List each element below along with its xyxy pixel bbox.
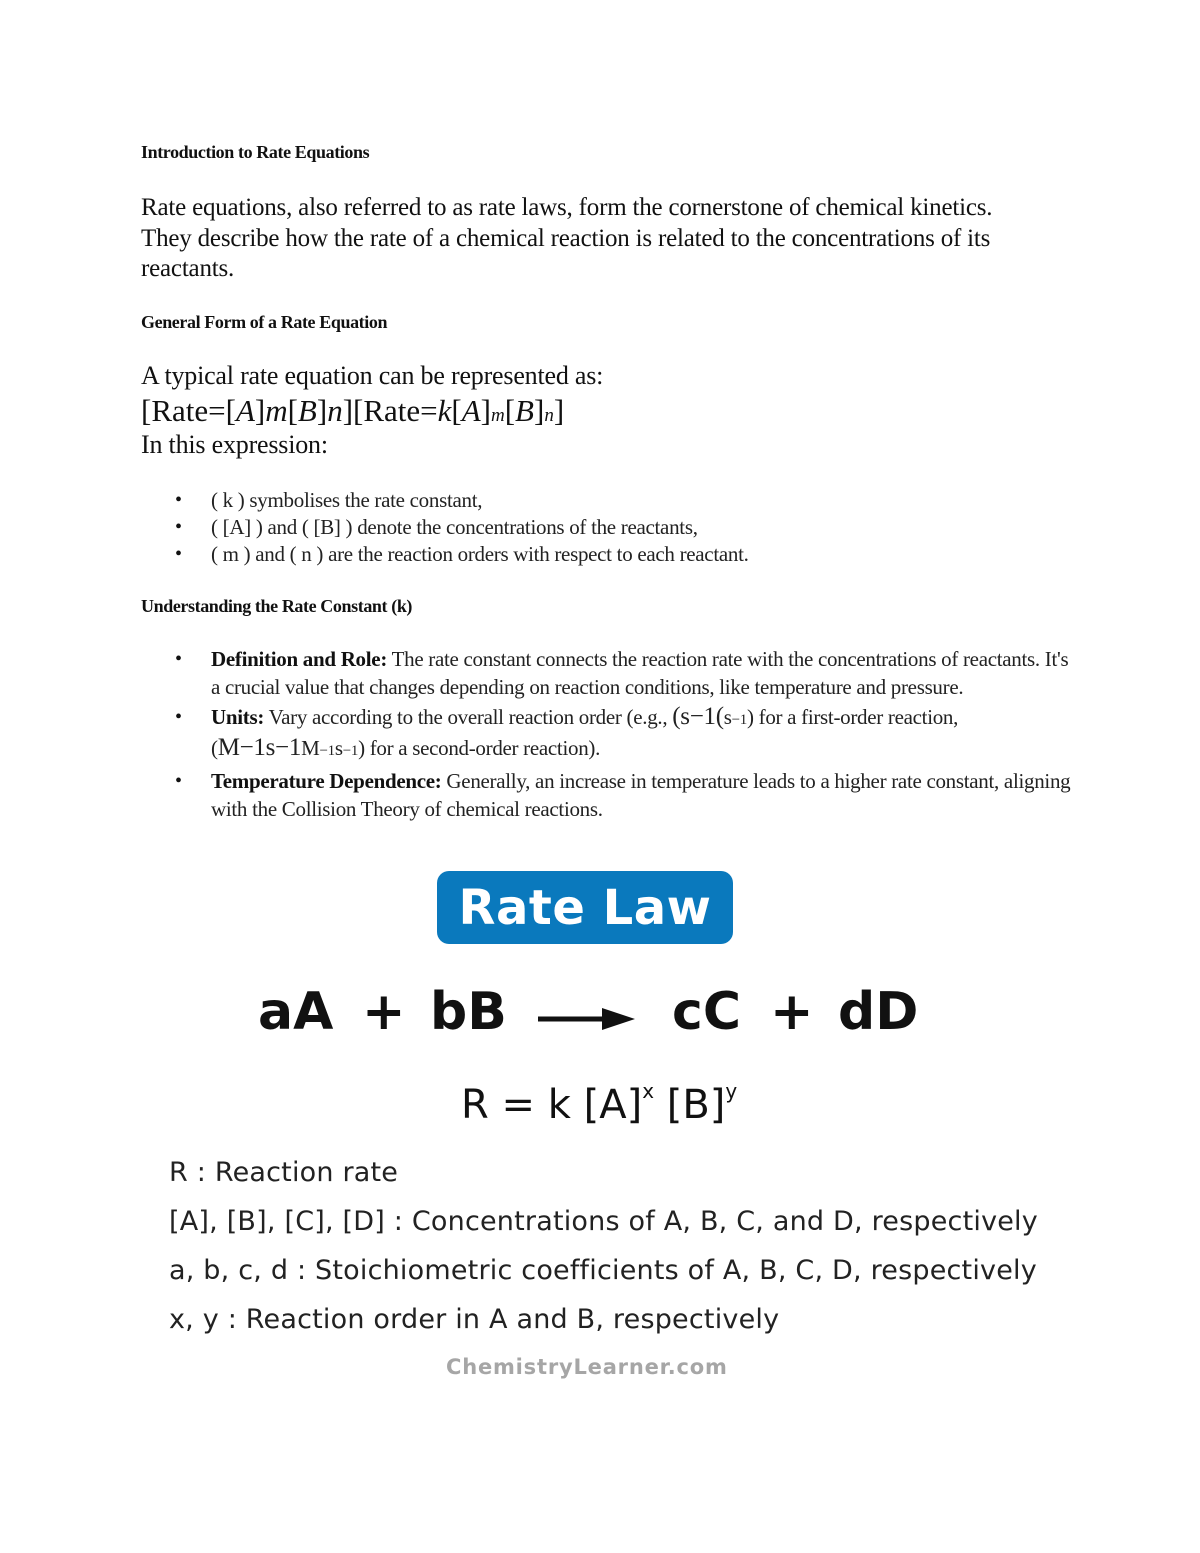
list-item-units: • Units: Vary according to the overall reaction order (e.g., (s−1(s−1) for a first-order reaction, (M−1s−1M−1s−1) for a second-order reaction). — [175, 703, 959, 761]
plus-sign: + — [770, 982, 814, 1042]
legend-rate: R : Reaction rate — [169, 1157, 399, 1188]
section-heading-intro: Introduction to Rate Equations — [141, 142, 370, 162]
bullet-icon: • — [175, 648, 182, 670]
rate-constant-list — [175, 645, 1071, 825]
units-first-order-math: (s−1( — [672, 703, 724, 730]
list-item-temperature: • Temperature Dependence: Generally, an increase in temperature leads to a higher rate constant, aligning with the Collision Theory of chemical reactions. — [175, 769, 1071, 821]
units-second-order-math-small: M−1s−1 — [301, 736, 359, 760]
intro-paragraph: Rate equations, also referred to as rate laws, form the cornerstone of chemical kinetics. They describe how the rate of a chemical reaction is related to the concentrations of its reactants. — [141, 194, 993, 282]
brand-watermark: ChemistryLearner.com — [446, 1355, 728, 1379]
expression-intro: In this expression: — [141, 430, 328, 459]
rate-law-equation: R = k $[A]^x$ $[B]^y$ — [461, 1078, 738, 1128]
reaction-arrow-icon — [536, 1008, 636, 1030]
legend-concentrations: [A], [B], [C], [D] : Concentrations of A, B, C, and D, respectively — [169, 1206, 1038, 1237]
legend-orders: x, y : Reaction order in A and B, respectively — [169, 1304, 780, 1335]
reactant-b: bB — [430, 982, 507, 1042]
section-heading-general-form: General Form of a Rate Equation — [141, 312, 388, 332]
bullet-icon: • — [175, 543, 182, 565]
reactant-a: aA — [258, 982, 334, 1042]
list-item-definition: • Definition and Role: The rate constant connects the reaction rate with the concentrations of reactants. It's a crucial value that changes depending on reaction conditions, like temperature and pressure. — [175, 647, 1069, 699]
section-heading-rate-constant: Understanding the Rate Constant (k) — [141, 596, 413, 616]
list-item: • ( k ) symbolises the rate constant, — [175, 488, 483, 512]
list-item: • ( [A] ) and ( [B] ) denote the concentrations of the reactants, — [175, 515, 698, 539]
product-d: dD — [838, 982, 919, 1042]
rate-law-badge: Rate Law — [437, 871, 733, 944]
bullet-icon: • — [175, 770, 182, 792]
bullet-icon: • — [175, 516, 182, 538]
bullet-icon: • — [175, 706, 182, 728]
symbol-list — [175, 487, 749, 568]
list-item: • ( m ) and ( n ) are the reaction orders with respect to each reactant. — [175, 542, 749, 566]
units-first-order-math-small: s−1 — [723, 705, 747, 729]
plus-sign: + — [362, 982, 406, 1042]
legend-coefficients: a, b, c, d : Stoichiometric coefficients of A, B, C, D, respectively — [169, 1255, 1037, 1286]
general-form-lead: A typical rate equation can be represented as: — [141, 361, 604, 390]
bullet-icon: • — [175, 489, 182, 511]
product-c: cC — [672, 982, 741, 1042]
units-second-order-math: M−1s−1 — [217, 734, 302, 761]
rate-equation-rendered: [Rate=[A]m[B]n][Rate=k[A]m[B]n] — [141, 393, 565, 428]
